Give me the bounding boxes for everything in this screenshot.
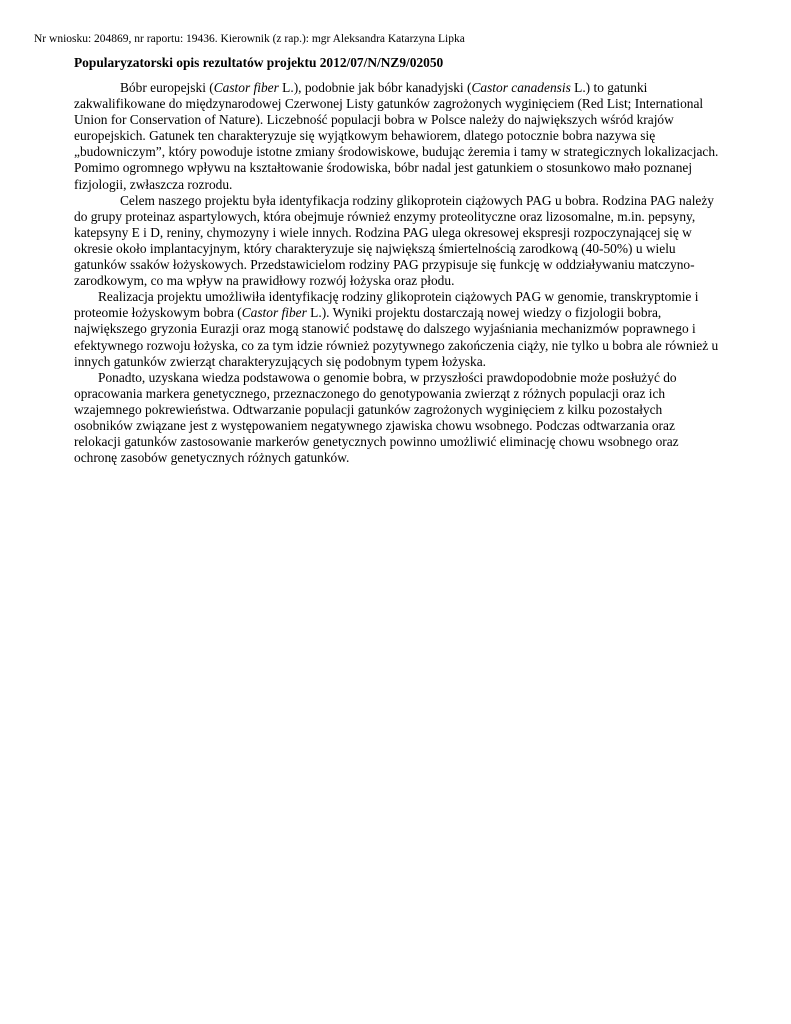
document-title: Popularyzatorski opis rezultatów projektu 2012/07/N/NZ9/02050 xyxy=(74,55,444,70)
paragraph-2: Celem naszego projektu była identyfikacja rodziny glikoprotein ciążowych PAG u bobra. Rodzina PAG należy do grupy proteinaz aspartylowych, która obejmuje również enzymy proteolityczne oraz lizosomalne, m.in. pepsyny, katepsyny E i D, reniny, chymozyny i wiele innych. Rodzina PAG ulega okresowej ekspresji rozpoczynającej się w okresie około implantacyjnym, który charakteryzuje się największą śmiertelnością zarodkową (40-50%) u wielu gatunków ssaków łożyskowych. Przedstawicielom rodziny PAG przypisuje się funkcję w oddziaływaniu matczyno-zarodkowym, co ma wpływ na prawidłowy rozwój łożyska oraz płodu. xyxy=(74,192,714,289)
paragraph-1-part-e: L.) to gatunki zakwalifikowane do międzynarodowej Czerwonej Listy gatunków zagrożonych wyginięciem (Red List; International Union for Conservation of Nature). Liczebność populacji bobra w Polsce należy do największych wśród krajów europejskich. Gatunek ten charakteryzuje się wyjątkowym behawiorem, dlatego potocznie bobra nazywa się „budowniczym”, który powoduje istotne zmiany środowiskowe, budując żeremia i tamy w strategicznych lokalizacjach. Pomimo ogromnego wpływu na kształtowanie środowiska, bóbr nadal jest gatunkiem o stosunkowo mało poznanej fizjologii, zwłaszcza rozrodu. xyxy=(74,80,719,192)
paragraph-4: Ponadto, uzyskana wiedza podstawowa o genomie bobra, w przyszłości prawdopodobnie może posłużyć do opracowania markera genetycznego, przeznaczonego do genotypowania zwierząt z różnych populacji oraz ich wzajemnego pokrewieństwa. Odtwarzanie populacji gatunków zagrożonych wyginięciem z kilku pozostałych osobników związane jest z występowaniem negatywnego zjawiska chowu wsobnego. Podczas odtwarzania oraz relokacji gatunków zastosowanie markerów genetycznych powinno umożliwić eliminację chowu wsobnego oraz ochronę zasobów genetycznych różnych gatunków. xyxy=(74,369,679,466)
document-body xyxy=(74,80,724,466)
document-header: Nr wniosku: 204869, nr raportu: 19436. Kierownik (z rap.): mgr Aleksandra Katarzyna Lipka xyxy=(34,33,465,45)
species-name-castor-canadensis: Castor canadensis xyxy=(471,80,571,95)
paragraph-3-part-c: L.). Wyniki projektu dostarczają nowej wiedzy o fizjologii bobra, największego gryzonia Eurazji oraz mogą stanowić podstawę do dalszego wyjaśniania mechanizmów poprawnego i efektywnego rozwoju łożyska, co za tym idzie również pozytywnego zakończenia ciąży, nie tylko u bobra ale również u innych gatunków zwierząt charakteryzujących się podobnym typem łożyska. xyxy=(74,305,719,369)
paragraph-3-part-a: Realizacja projektu umożliwiła identyfikację rodziny glikoprotein ciążowych PAG w genomie, transkryptomie i proteomie łożyskowym bobra ( xyxy=(74,289,699,321)
paragraph-1 xyxy=(74,80,724,193)
species-name-castor-fiber-2: Castor fiber xyxy=(241,305,307,321)
paragraph-3 xyxy=(74,289,724,369)
species-name-castor-fiber: Castor fiber xyxy=(213,80,279,95)
paragraph-1-part-c: L.), podobnie jak bóbr kanadyjski ( xyxy=(278,80,472,95)
paragraph-1-part-a: Bóbr europejski ( xyxy=(120,80,214,95)
